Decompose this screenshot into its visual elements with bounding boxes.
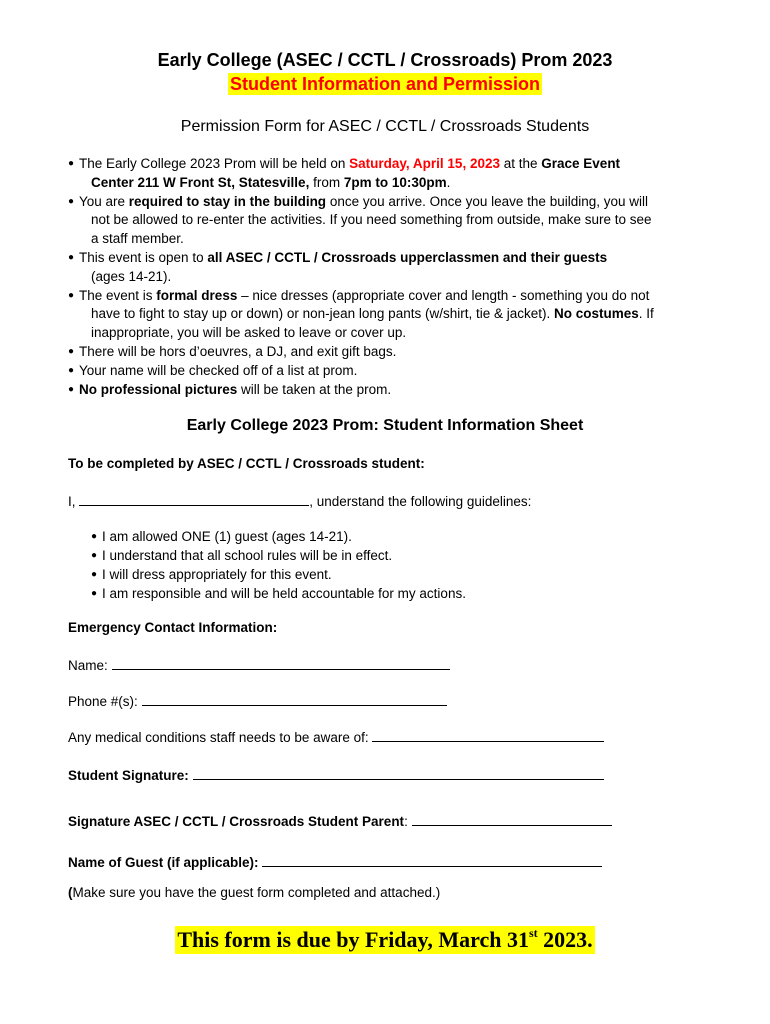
student-signature-field[interactable] xyxy=(193,765,604,780)
bullet-icon: ● xyxy=(91,569,98,580)
list-item: ● There will be hors d’oeuvres, a DJ, and exit gift bags. xyxy=(68,343,728,362)
guest-form-note: (Make sure you have the guest form completed and attached.) xyxy=(68,885,441,900)
emergency-phone-field[interactable] xyxy=(142,691,447,706)
event-time: 7pm to 10:30pm xyxy=(343,174,447,190)
parent-signature-field[interactable] xyxy=(412,811,612,826)
medical-conditions-row: Any medical conditions staff needs to be aware of: xyxy=(68,727,604,747)
emergency-name-field[interactable] xyxy=(112,655,450,670)
bullet-icon: ● xyxy=(68,383,75,395)
bullet-icon: ● xyxy=(68,289,75,301)
list-item: ● I am allowed ONE (1) guest (ages 14-21). xyxy=(91,529,352,544)
event-details-list xyxy=(68,155,728,399)
page-subtitle: Student Information and Permission xyxy=(229,74,541,94)
bullet-icon: ● xyxy=(68,158,75,169)
parent-signature-row: Signature ASEC / CCTL / Crossroads Student Parent: xyxy=(68,811,612,831)
bullet-icon: ● xyxy=(68,345,75,357)
form-title: Permission Form for ASEC / CCTL / Crossroads Students xyxy=(180,118,590,135)
list-item: ● The event is formal dress – nice dresses (appropriate cover and length - something you do not have to fight to stay up or down) or non-jean long pants (w/shirt, tie & jacket). No costumes. If inappropriate, you will be asked to leave or cover up. xyxy=(68,287,654,341)
bullet-icon: ● xyxy=(91,550,98,561)
list-item: ● No professional pictures will be taken at the prom. xyxy=(68,381,728,400)
page-title: Early College (ASEC / CCTL / Crossroads) Prom 2023 xyxy=(157,50,613,70)
event-date: Saturday, April 15, 2023 xyxy=(349,156,500,171)
info-sheet-title: Early College 2023 Prom: Student Information Sheet xyxy=(186,417,584,434)
guidelines-list xyxy=(91,527,466,603)
bullet-icon: ● xyxy=(68,251,75,263)
list-item: ● The Early College 2023 Prom will be held on Saturday, April 15, 2023 at the Grace Event Center 211 W Front St, Statesville, from 7pm to 10:30pm. xyxy=(68,156,621,190)
list-item: ● I will dress appropriately for this event. xyxy=(91,567,332,582)
bullet-icon: ● xyxy=(91,588,98,599)
guest-name-field[interactable] xyxy=(262,852,602,867)
student-name-line: I, , understand the following guidelines: xyxy=(68,491,531,511)
list-item: ● I am responsible and will be held accountable for my actions. xyxy=(91,586,466,601)
emergency-contact-heading: Emergency Contact Information: xyxy=(68,620,278,635)
list-item: ● You are required to stay in the building once you arrive. Once you leave the building, you will not be allowed to re-enter the activities. If you need something from outside, make sure to see a staff member. xyxy=(68,193,652,247)
list-item: ● I understand that all school rules will be in effect. xyxy=(91,548,393,563)
bullet-icon: ● xyxy=(91,531,98,542)
emergency-phone-row: Phone #(s): xyxy=(68,691,447,711)
event-venue: Grace Event xyxy=(541,156,621,171)
list-item: ● This event is open to all ASEC / CCTL / Crossroads upperclassmen and their guests (ages 14-21). xyxy=(68,249,608,284)
completed-by-heading: To be completed by ASEC / CCTL / Crossroads student: xyxy=(68,456,425,471)
list-item: ● Your name will be checked off of a list at prom. xyxy=(68,362,728,381)
student-signature-row: Student Signature: xyxy=(68,765,604,785)
medical-conditions-field[interactable] xyxy=(372,727,604,742)
emergency-name-row: Name: xyxy=(68,655,450,675)
guest-name-row: Name of Guest (if applicable): xyxy=(68,852,602,872)
bullet-icon: ● xyxy=(68,364,75,376)
student-name-field[interactable] xyxy=(79,491,309,506)
due-date-notice: This form is due by Friday, March 31st 2023. xyxy=(177,926,593,952)
bullet-icon: ● xyxy=(68,195,75,207)
